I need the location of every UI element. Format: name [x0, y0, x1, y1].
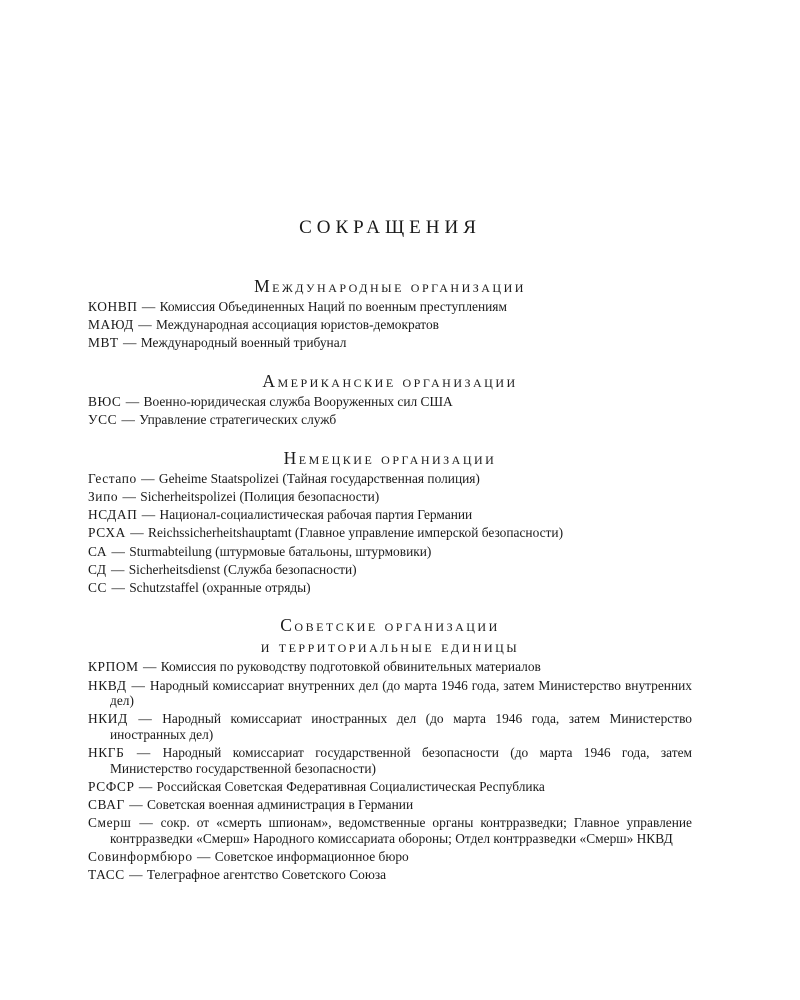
separator-dash: —	[122, 488, 136, 504]
separator-dash: —	[136, 745, 151, 761]
abbreviation-entry	[88, 335, 692, 351]
section-heading: Международные организации	[254, 276, 526, 296]
abbreviation-term: УСС	[88, 412, 118, 428]
section-heading: Немецкие организации	[283, 447, 497, 468]
abbreviation-definition: Советское информационное бюро	[214, 849, 409, 865]
abbreviation-entry	[88, 507, 692, 523]
separator-dash: —	[139, 815, 153, 831]
entry-list	[88, 299, 692, 351]
separator-dash: —	[141, 299, 156, 314]
abbreviation-term: РСФСР	[88, 779, 135, 794]
separator-dash: —	[111, 579, 125, 595]
entry-list	[88, 471, 692, 596]
section-heading-line: Советские организации	[280, 615, 500, 636]
section-heading	[88, 615, 692, 657]
entry-list	[88, 394, 692, 428]
abbreviation-term: НСДАП	[88, 507, 138, 523]
abbreviation-entry	[88, 797, 692, 813]
abbreviation-entry	[88, 580, 692, 596]
abbreviation-term: Совинформбюро	[88, 849, 193, 865]
section-american	[88, 371, 692, 428]
abbreviation-definition: Международная ассоциация юристов-демократов	[155, 317, 439, 333]
abbreviation-entry	[88, 867, 692, 883]
abbreviation-definition: Reichssicherheitshauptamt (Главное управление имперской безопасности)	[148, 525, 564, 541]
abbreviation-term: ВЮС	[88, 393, 122, 409]
separator-dash: —	[141, 507, 156, 523]
abbreviation-term: Смерш	[88, 815, 132, 831]
abbreviation-term: МАЮД	[88, 317, 134, 333]
abbreviation-term: КОНВП	[88, 299, 138, 314]
abbreviation-entry	[88, 562, 692, 578]
section-heading: Американские организации	[262, 370, 518, 391]
section-soviet	[88, 615, 692, 882]
abbreviation-definition: Schutzstaffel (охранные отряды)	[129, 579, 311, 595]
abbreviation-entry	[88, 849, 692, 865]
abbreviation-definition: сокр. от «смерть шпионам», ведомственные органы контрразведки; Главное управление контрразведки «Смерш» Народного комиссариата обороны; Отдел контрразведки «Смерш» НКВД	[110, 815, 692, 846]
abbreviation-entry	[88, 779, 692, 795]
separator-dash: —	[123, 335, 137, 351]
abbreviation-term: КРПОМ	[88, 659, 139, 675]
section-german	[88, 448, 692, 596]
abbreviation-term: НКИД	[88, 711, 128, 727]
abbreviation-entry	[88, 659, 692, 675]
abbreviation-term: Зипо	[88, 488, 119, 504]
abbreviation-entry	[88, 471, 692, 487]
abbreviation-entry	[88, 678, 692, 709]
abbreviation-entry	[88, 412, 692, 428]
section-international	[88, 276, 692, 351]
abbreviation-entry	[88, 489, 692, 505]
abbreviation-definition: Управление стратегических служб	[139, 412, 337, 428]
separator-dash: —	[121, 412, 135, 428]
separator-dash: —	[129, 797, 143, 813]
abbreviation-definition: Sicherheitspolizei (Полиция безопасности)	[140, 488, 380, 504]
abbreviation-term: НКВД	[88, 677, 127, 693]
separator-dash: —	[138, 317, 152, 333]
abbreviation-definition: Geheime Staatspolizei (Тайная государственная полиция)	[158, 470, 480, 486]
abbreviation-term: Гестапо	[88, 470, 137, 486]
abbreviation-entry	[88, 745, 692, 776]
abbreviation-definition: Sicherheitsdienst (Служба безопасности)	[128, 561, 357, 577]
separator-dash: —	[138, 711, 152, 727]
abbreviation-term: НКГБ	[88, 745, 125, 761]
section-heading-line: и территориальные единицы	[260, 636, 520, 657]
separator-dash: —	[129, 867, 143, 883]
abbreviation-definition: Телеграфное агентство Советского Союза	[146, 867, 387, 883]
abbreviation-term: СВАГ	[88, 797, 125, 813]
separator-dash: —	[138, 779, 153, 794]
abbreviation-definition: Национал-социалистическая рабочая партия Германии	[159, 507, 473, 523]
abbreviation-definition: Sturmabteilung (штурмовые батальоны, штурмовики)	[129, 543, 432, 559]
abbreviation-entry	[88, 525, 692, 541]
abbreviation-entry	[88, 394, 692, 410]
abbreviation-term: СА	[88, 543, 108, 559]
abbreviation-definition: Международный военный трибунал	[140, 335, 347, 351]
abbreviation-term: МВТ	[88, 335, 119, 351]
abbreviation-term: ТАСС	[88, 867, 125, 883]
separator-dash: —	[110, 561, 125, 577]
abbreviation-term: СД	[88, 561, 107, 577]
abbreviation-definition: Российская Советская Федеративная Социалистическая Республика	[156, 779, 545, 794]
abbreviation-definition: Народный комиссариат внутренних дел (до марта 1946 года, затем Министерство внутренних дел)	[110, 677, 692, 709]
abbreviation-definition: Советская военная администрация в Германии	[146, 797, 414, 813]
abbreviation-entry	[88, 711, 692, 742]
abbreviation-definition: Комиссия по руководству подготовкой обвинительных материалов	[160, 659, 541, 675]
separator-dash: —	[111, 543, 125, 559]
separator-dash: —	[130, 525, 144, 541]
abbreviation-term: РСХА	[88, 525, 126, 541]
abbreviation-definition: Военно-юридическая служба Вооруженных сил США	[143, 393, 453, 409]
abbreviation-definition: Народный комиссариат иностранных дел (до марта 1946 года, затем Министерство иностранных дел)	[110, 711, 692, 743]
abbreviation-definition: Комиссия Объединенных Наций по военным преступлениям	[159, 299, 507, 314]
entry-list	[88, 659, 692, 882]
abbreviation-entry	[88, 317, 692, 333]
page-title: СОКРАЩЕНИЯ	[299, 217, 481, 238]
separator-dash: —	[143, 659, 157, 675]
abbreviation-definition: Народный комиссариат государственной безопасности (до марта 1946 года, затем Министерство государственной безопасности)	[110, 745, 693, 776]
separator-dash: —	[131, 677, 145, 693]
separator-dash: —	[197, 849, 211, 865]
separator-dash: —	[141, 470, 155, 486]
abbreviation-entry	[88, 544, 692, 560]
abbreviation-term: СС	[88, 579, 108, 595]
separator-dash: —	[125, 393, 140, 409]
abbreviations-page	[88, 213, 692, 886]
abbreviation-entry	[88, 299, 692, 315]
abbreviation-entry	[88, 815, 692, 846]
